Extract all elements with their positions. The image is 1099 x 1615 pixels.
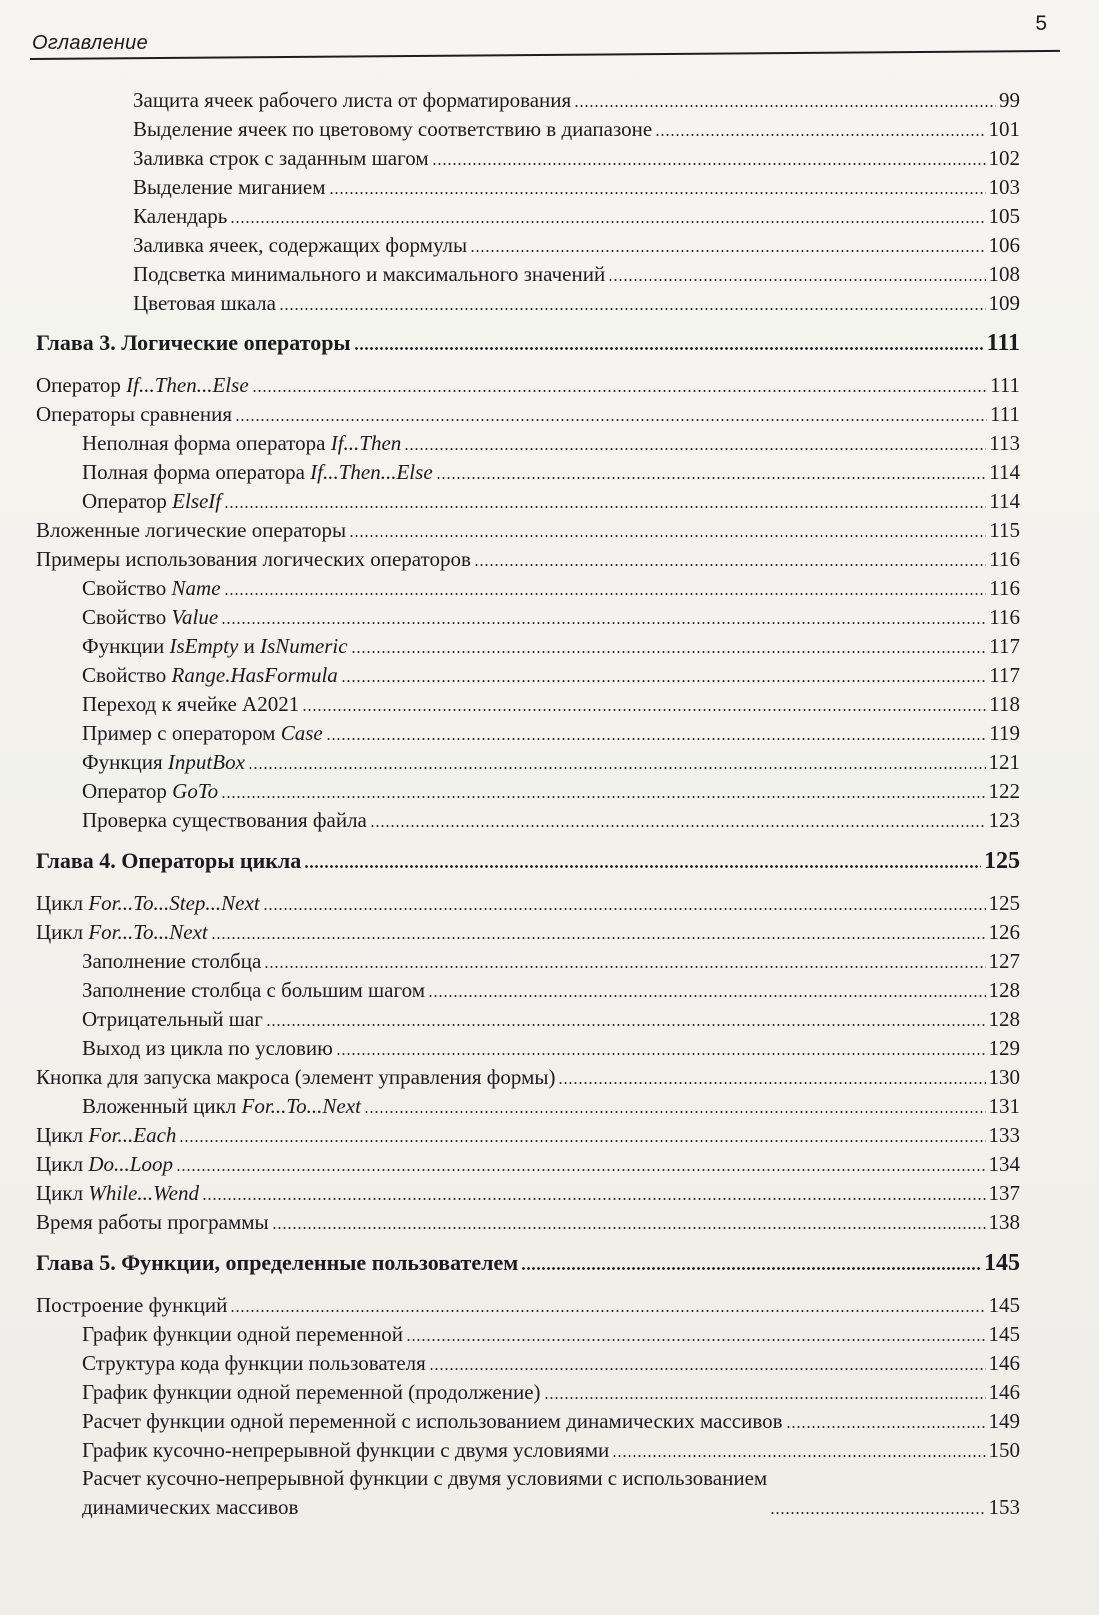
toc-page-number: 119 — [989, 721, 1020, 745]
toc-entry-title: Свойство Value — [82, 605, 219, 629]
dot-leader — [263, 908, 986, 910]
page-number: 5 — [1035, 12, 1047, 35]
toc-entry — [36, 370, 1020, 400]
dot-leader — [176, 1169, 986, 1171]
toc-entry-title: Заполнение столбца — [82, 949, 262, 973]
toc-entry — [36, 399, 1020, 429]
dot-leader — [248, 767, 986, 769]
toc-page-number: 122 — [988, 779, 1020, 803]
toc-entry — [36, 544, 1020, 574]
toc-entry-title: Защита ячеек рабочего листа от форматирования — [133, 88, 572, 112]
dot-leader — [264, 966, 985, 968]
toc-entry — [36, 1207, 1020, 1237]
toc-page-number: 150 — [988, 1438, 1020, 1462]
toc-entry — [82, 1406, 1020, 1436]
toc-page-number: 123 — [988, 808, 1020, 832]
toc-entry — [82, 1004, 1020, 1034]
toc-page-number: 128 — [988, 1007, 1020, 1031]
dot-leader — [179, 1140, 985, 1142]
toc-page-number: 129 — [988, 1036, 1020, 1060]
toc-entry — [133, 230, 1020, 260]
dot-leader — [436, 477, 987, 479]
toc-entry-title: Оператор ElseIf — [82, 489, 222, 513]
toc-entry-title: Цветовая шкала — [133, 291, 276, 315]
dot-leader — [252, 390, 987, 392]
toc-entry — [82, 428, 1020, 458]
dot-leader — [224, 593, 987, 595]
toc-entry-title: Свойство Name — [82, 576, 221, 600]
toc-entry-title: Цикл For...To...Step...Next — [36, 891, 260, 915]
toc-page-number: 108 — [988, 262, 1020, 286]
dot-leader — [341, 680, 986, 682]
dot-leader — [351, 651, 987, 653]
toc-entry — [133, 85, 1020, 115]
dot-leader — [221, 796, 985, 798]
dot-leader — [302, 709, 986, 711]
toc-page-number: 118 — [989, 692, 1020, 716]
toc-page-number: 114 — [989, 460, 1020, 484]
toc-entry-title: Отрицательный шаг — [82, 1007, 263, 1031]
toc-entry-title: Полная форма оператора If...Then...Else — [82, 460, 433, 484]
toc-entry — [82, 1319, 1020, 1349]
toc-page-number: 106 — [988, 233, 1020, 257]
toc-entry-title: Выход из цикла по условию — [82, 1036, 333, 1060]
toc-entry — [82, 747, 1020, 777]
dot-leader — [304, 865, 981, 868]
dot-leader — [521, 1267, 981, 1270]
toc-entry — [82, 1377, 1020, 1407]
toc-entry — [36, 515, 1020, 545]
toc-entry-title: Функции IsEmpty и IsNumeric — [82, 634, 348, 658]
dot-leader — [558, 1082, 985, 1084]
toc-entry — [36, 1290, 1020, 1320]
toc-entry-title: Построение функций — [36, 1293, 228, 1317]
toc-page-number: 125 — [988, 891, 1020, 915]
toc-entry-title: Свойство Range.HasFormula — [82, 663, 338, 687]
toc-page-number: 113 — [989, 431, 1020, 455]
toc-page-number: 101 — [988, 117, 1020, 141]
toc-entry-title: Заливка строк с заданным шагом — [133, 146, 429, 170]
dot-leader — [786, 1426, 986, 1428]
toc-entry — [82, 1348, 1020, 1378]
toc-entry-title: Примеры использования логических операторов — [36, 547, 471, 571]
dot-leader — [221, 622, 986, 624]
dot-leader — [608, 279, 985, 281]
toc-entry-title: Неполная форма оператора If...Then — [82, 431, 402, 455]
dot-leader — [428, 995, 986, 997]
toc-entry — [82, 631, 1020, 661]
toc-page-number: 116 — [989, 547, 1020, 571]
dot-leader — [326, 738, 987, 740]
toc-page-number: 105 — [988, 204, 1020, 228]
dot-leader — [272, 1227, 986, 1229]
toc-entry — [36, 1062, 1020, 1092]
toc-entry — [82, 602, 1020, 632]
toc-entry — [82, 660, 1020, 690]
toc-entry — [82, 1464, 1020, 1522]
toc-entry-title: Цикл Do...Loop — [36, 1152, 173, 1176]
toc-page-number: 133 — [988, 1123, 1020, 1147]
toc-entry-title: Структура кода функции пользователя — [82, 1351, 426, 1375]
dot-leader — [279, 308, 986, 310]
toc-entry-title: График функции одной переменной (продолжение) — [82, 1380, 541, 1404]
dot-leader — [349, 535, 986, 537]
dot-leader — [474, 564, 986, 566]
dot-leader — [432, 163, 986, 165]
running-header-title: Оглавление — [32, 32, 149, 54]
toc-entry-title: Расчет кусочно-непрерывной функции с двумя условиями с использованием динамических массивов — [82, 1464, 767, 1522]
dot-leader — [544, 1397, 986, 1399]
toc-entry-title: Вложенный цикл For...To...Next — [82, 1094, 361, 1118]
dot-leader — [235, 419, 987, 421]
dot-leader — [612, 1455, 985, 1457]
toc-page-number: 111 — [986, 330, 1020, 356]
toc-entry-title: График функции одной переменной — [82, 1322, 403, 1346]
toc-entry — [82, 573, 1020, 603]
toc-chapter-entry — [36, 1248, 1020, 1278]
toc-entry — [133, 288, 1020, 318]
dot-leader — [336, 1053, 986, 1055]
toc-entry — [82, 486, 1020, 516]
toc-entry-title: Выделение миганием — [133, 175, 326, 199]
toc-page-number: 137 — [988, 1181, 1020, 1205]
toc-page-number: 116 — [989, 605, 1020, 629]
dot-leader — [574, 105, 996, 107]
toc-page-number: 128 — [988, 978, 1020, 1002]
toc-entry — [133, 201, 1020, 231]
toc-page-number: 138 — [988, 1210, 1020, 1234]
toc-page-number: 116 — [989, 576, 1020, 600]
toc-entry-title: Глава 4. Операторы цикла — [36, 848, 302, 873]
toc-page-number: 117 — [989, 663, 1020, 687]
toc-page-number: 134 — [988, 1152, 1020, 1176]
dot-leader — [470, 250, 985, 252]
toc-chapter-entry — [36, 328, 1020, 358]
toc-entry-title: Переход к ячейке A2021 — [82, 692, 300, 716]
toc-entry-title: Подсветка минимального и максимального значений — [133, 262, 606, 286]
toc-entry-title: Оператор GoTo — [82, 779, 219, 803]
toc-entry — [36, 1149, 1020, 1179]
toc-entry-title: Цикл While...Wend — [36, 1181, 199, 1205]
toc-page-number: 146 — [988, 1351, 1020, 1375]
toc-page-number: 145 — [988, 1322, 1020, 1346]
dot-leader — [266, 1024, 986, 1026]
toc-entry-title: Вложенные логические операторы — [36, 518, 347, 542]
toc-page-number: 117 — [989, 634, 1020, 658]
toc-page-number: 114 — [989, 489, 1020, 513]
toc-page-number: 103 — [988, 175, 1020, 199]
toc-entry-title: Выделение ячеек по цветовому соответствию в диапазоне — [133, 117, 653, 141]
toc-entry-title: Заливка ячеек, содержащих формулы — [133, 233, 468, 257]
toc-entry-title: Глава 5. Функции, определенные пользователем — [36, 1250, 519, 1275]
toc-entry-title: График кусочно-непрерывной функции с двумя условиями — [82, 1438, 610, 1462]
toc-page-number: 127 — [988, 949, 1020, 973]
dot-leader — [211, 937, 986, 939]
toc-entry — [82, 1435, 1020, 1465]
toc-entry-title: Оператор If...Then...Else — [36, 373, 249, 397]
dot-leader — [364, 1111, 986, 1113]
toc-entry — [133, 143, 1020, 173]
toc-entry-title: Цикл For...To...Next — [36, 920, 208, 944]
dot-leader — [224, 506, 986, 508]
dot-leader — [655, 134, 985, 136]
toc-page-number: 131 — [988, 1094, 1020, 1118]
toc-page-number: 109 — [988, 291, 1020, 315]
dot-leader — [406, 1339, 986, 1341]
toc-page-number: 145 — [988, 1293, 1020, 1317]
toc-entry-title: Календарь — [133, 204, 228, 228]
toc-entry-title: Кнопка для запуска макроса (элемент управления формы) — [36, 1065, 556, 1089]
toc-entry — [82, 946, 1020, 976]
toc-page-number: 99 — [999, 88, 1020, 112]
toc-entry-title: Время работы программы — [36, 1210, 269, 1234]
toc-entry — [36, 917, 1020, 947]
toc-entry — [133, 172, 1020, 202]
toc-page-number: 149 — [988, 1409, 1020, 1433]
toc-page-number: 153 — [988, 1495, 1020, 1519]
toc-entry-title: Цикл For...Each — [36, 1123, 177, 1147]
toc-page-number: 130 — [988, 1065, 1020, 1089]
toc-page-number: 115 — [989, 518, 1020, 542]
dot-leader — [429, 1368, 986, 1370]
toc-entry — [133, 114, 1020, 144]
toc-entry-title: Расчет функции одной переменной с использованием динамических массивов — [82, 1409, 783, 1433]
toc-page-number: 111 — [990, 402, 1020, 426]
toc-entry-title: Пример с оператором Case — [82, 721, 323, 745]
dot-leader — [329, 192, 986, 194]
toc-page-number: 121 — [988, 750, 1020, 774]
toc-entry — [36, 888, 1020, 918]
dot-leader — [202, 1198, 986, 1200]
dot-leader — [354, 347, 984, 350]
toc-page-number: 126 — [988, 920, 1020, 944]
toc-entry — [82, 776, 1020, 806]
toc-entry — [82, 975, 1020, 1005]
toc-entry-title: Заполнение столбца с большим шагом — [82, 978, 425, 1002]
toc-entry — [82, 718, 1020, 748]
toc-entry — [82, 457, 1020, 487]
toc-page-number: 145 — [984, 1250, 1020, 1276]
toc-entry — [82, 1033, 1020, 1063]
dot-leader — [770, 1512, 985, 1514]
toc-entry-title: Функция InputBox — [82, 750, 245, 774]
dot-leader — [230, 221, 985, 223]
toc-entry — [82, 805, 1020, 835]
toc-entry-continuation: динамических массивов — [82, 1495, 299, 1519]
toc-entry-title: Проверка существования файла — [82, 808, 367, 832]
toc-entry — [133, 259, 1020, 289]
toc-entry — [36, 1178, 1020, 1208]
toc-entry-title: Глава 3. Логические операторы — [36, 330, 351, 355]
toc-entry — [82, 1091, 1020, 1121]
toc-entry — [36, 1120, 1020, 1150]
toc-page-number: 102 — [988, 146, 1020, 170]
toc-entry — [82, 689, 1020, 719]
dot-leader — [404, 448, 986, 450]
dot-leader — [230, 1310, 985, 1312]
dot-leader — [370, 825, 986, 827]
toc-page-number: 146 — [988, 1380, 1020, 1404]
toc-page-number: 125 — [984, 848, 1020, 874]
toc-page-number: 111 — [990, 373, 1020, 397]
toc-entry-title: Операторы сравнения — [36, 402, 233, 426]
toc-chapter-entry — [36, 846, 1020, 876]
